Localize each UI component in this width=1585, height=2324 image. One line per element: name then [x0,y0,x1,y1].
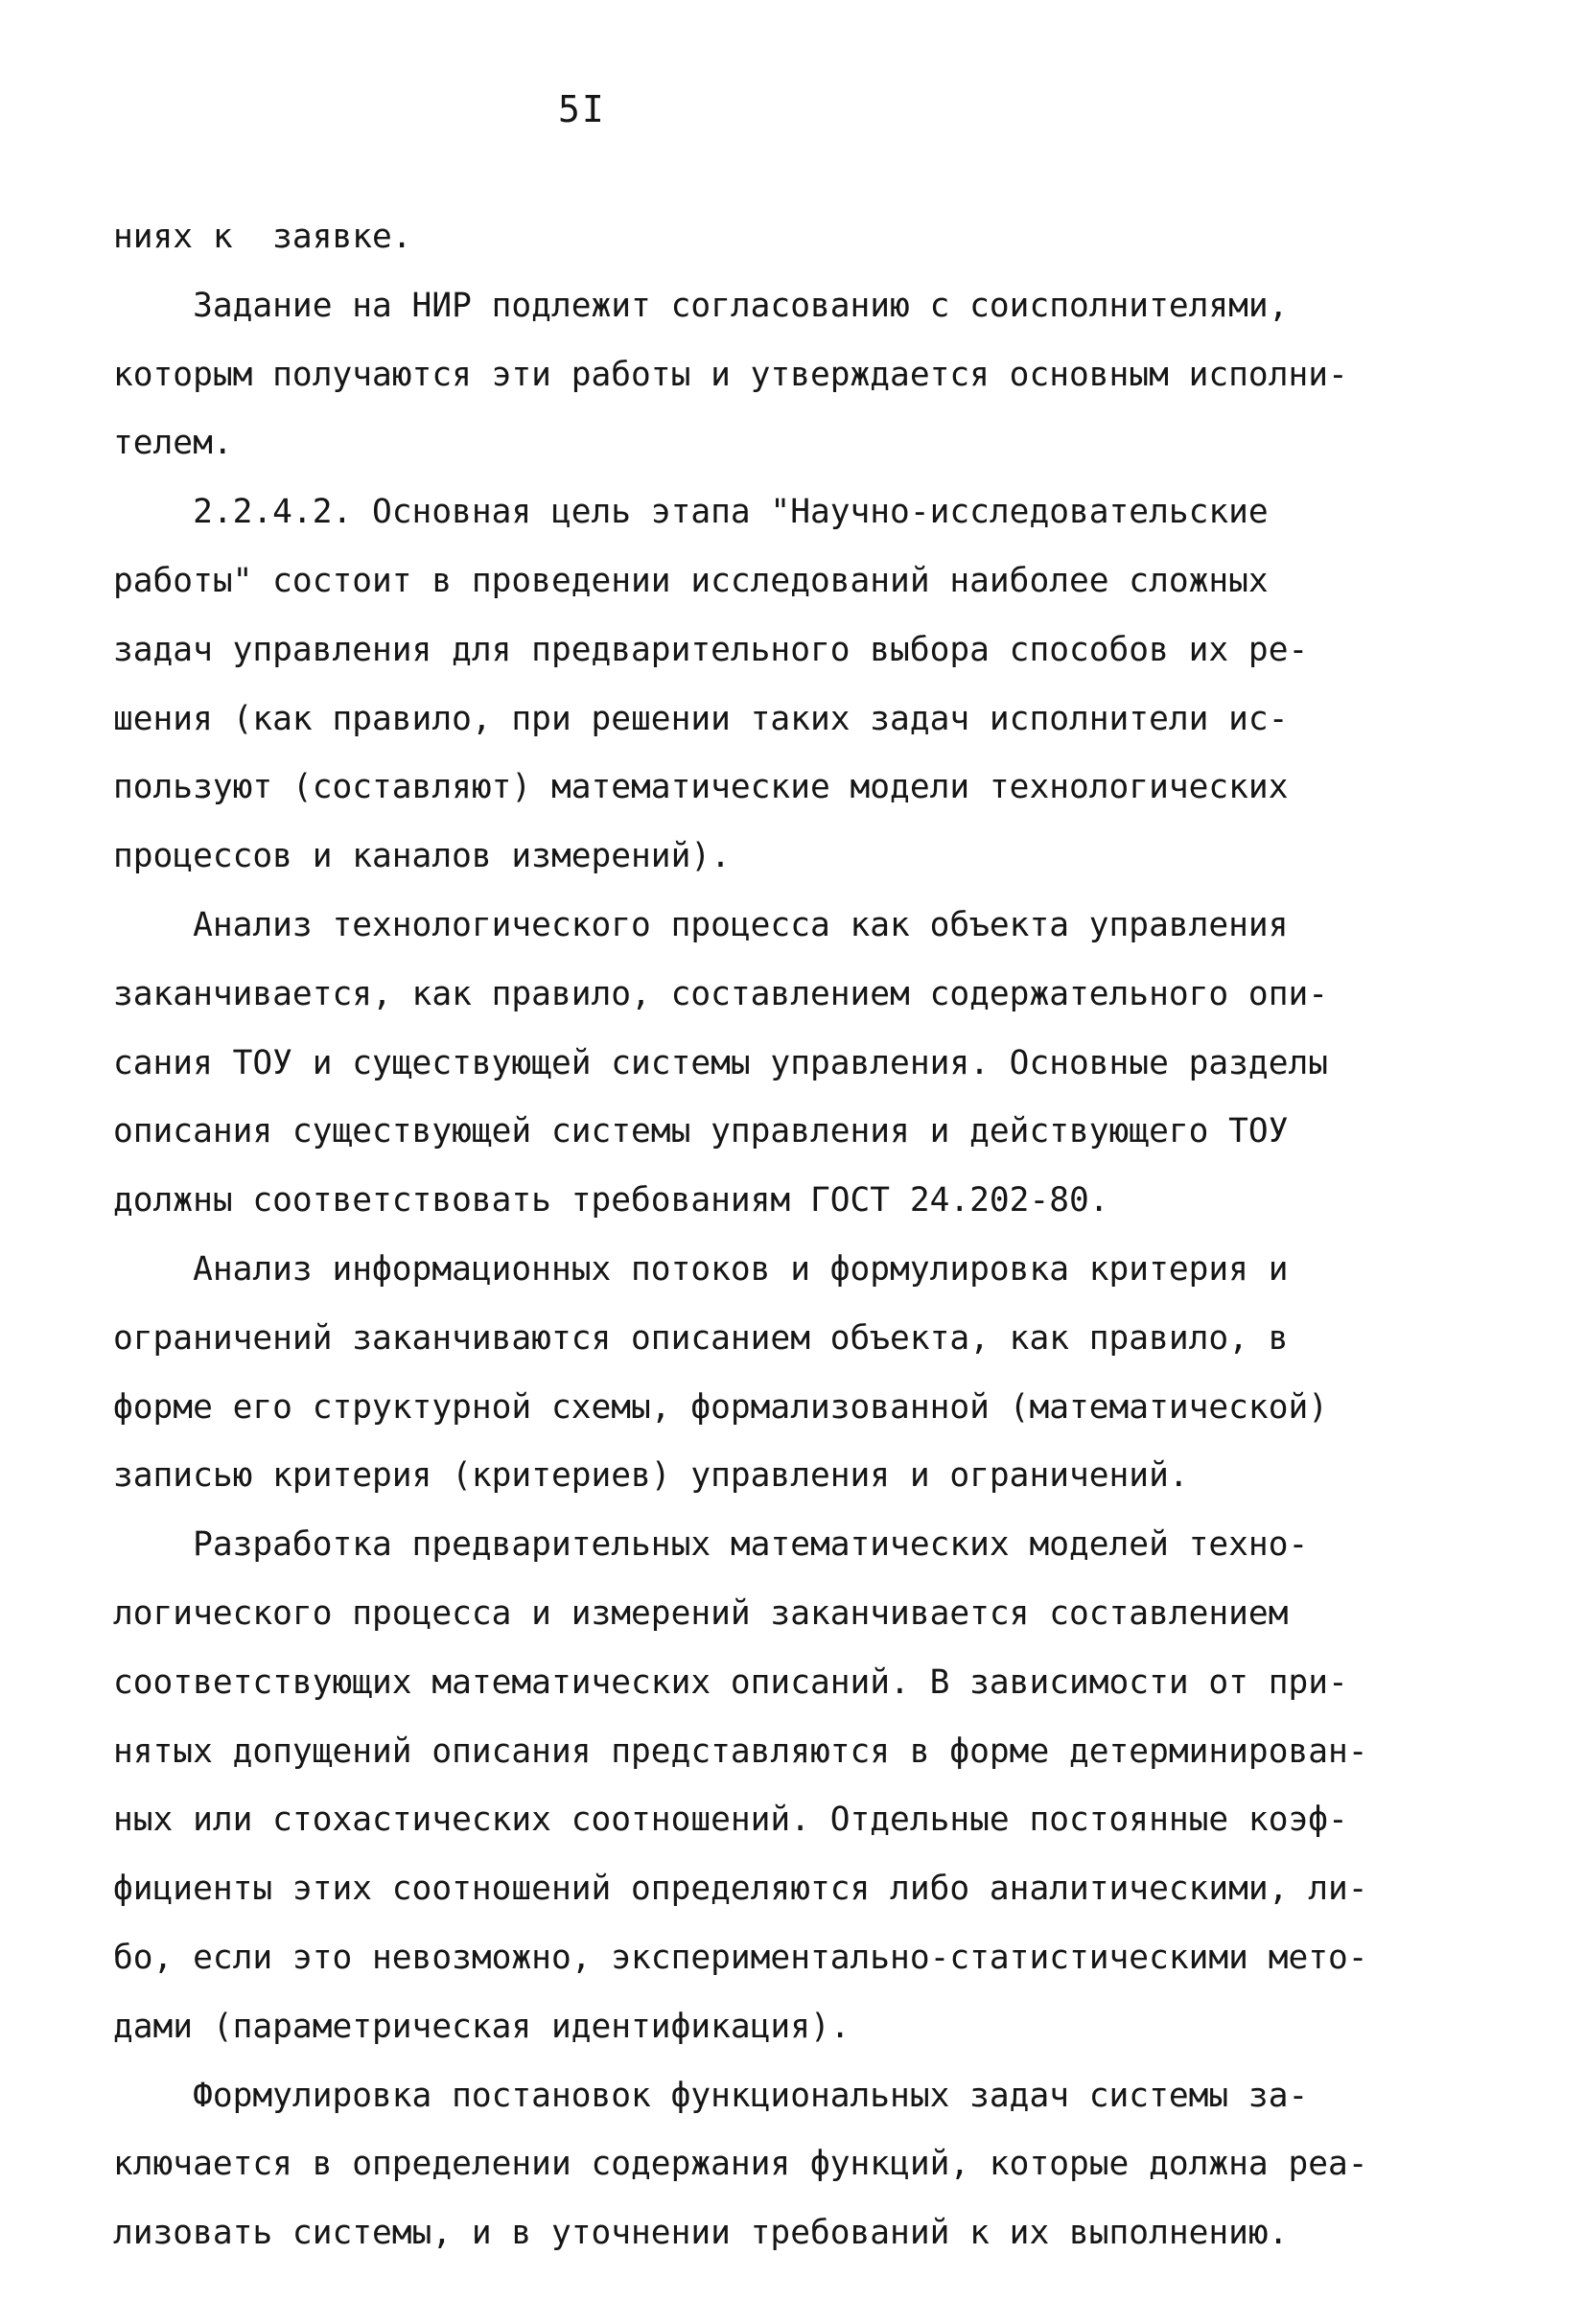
text-line: Анализ технологического процесса как объекта управления [113,905,1289,944]
text-line: соответствующих математических описаний. В зависимости от при- [113,1662,1348,1702]
text-line: пользуют (составляют) математические модели технологических [113,768,1289,807]
text-line: работы" состоит в проведении исследований наиболее сложных [113,561,1269,600]
text-line: описания существующей системы управления и действующего ТОУ [113,1112,1289,1151]
page-number: 5I [558,88,606,130]
text-line: процессов и каналов измерений). [113,837,731,876]
text-line: логического процесса и измерений заканчивается составлением [113,1593,1289,1633]
text-line: форме его структурной схемы, формализованной (математической) [113,1387,1329,1427]
text-line: Разработка предварительных математических моделей техно- [113,1525,1309,1565]
text-line: ключается в определении содержания функций, которые должна реа- [113,2145,1368,2184]
text-line: фициенты этих соотношений определяются либо аналитическими, ли- [113,1870,1368,1909]
text-line: должны соответствовать требованиям ГОСТ 24.202-80. [113,1181,1109,1220]
text-line: нятых допущений описания представляются в форме детерминирован- [113,1731,1368,1771]
text-line: записью критерия (критериев) управления и ограничений. [113,1456,1189,1496]
text-line: заканчивается, как правило, составлением содержательного опи- [113,974,1329,1013]
text-line: ограничений заканчиваются описанием объекта, как правило, в [113,1318,1289,1358]
document-body [113,203,1446,2268]
text-line: шения (как правило, при решении таких задач исполнители ис- [113,699,1289,738]
text-line: Задание на НИР подлежит согласованию с соисполнителями, [113,286,1289,325]
text-line: бо, если это невозможно, экспериментально-статистическими мето- [113,1938,1368,1977]
text-line: дами (параметрическая идентификация). [113,2007,851,2046]
text-line: 2.2.4.2. Основная цель этапа "Научно-исследовательские [113,493,1269,532]
text-line: которым получаются эти работы и утверждается основным исполни- [113,355,1348,394]
text-line: ниях к заявке. [113,218,412,256]
text-line: Формулировка постановок функциональных задач системы за- [113,2076,1309,2115]
text-line: ных или стохастических соотношений. Отдельные постоянные коэф- [113,1801,1348,1840]
text-line: сания ТОУ и существующей системы управления. Основные разделы [113,1043,1329,1082]
text-line: задач управления для предварительного выбора способов их ре- [113,630,1309,669]
text-line: Анализ информационных потоков и формулировка критерия и [113,1249,1289,1289]
text-line: лизовать системы, и в уточнении требований к их выполнению. [113,2214,1289,2253]
text-line: телем. [113,424,233,463]
